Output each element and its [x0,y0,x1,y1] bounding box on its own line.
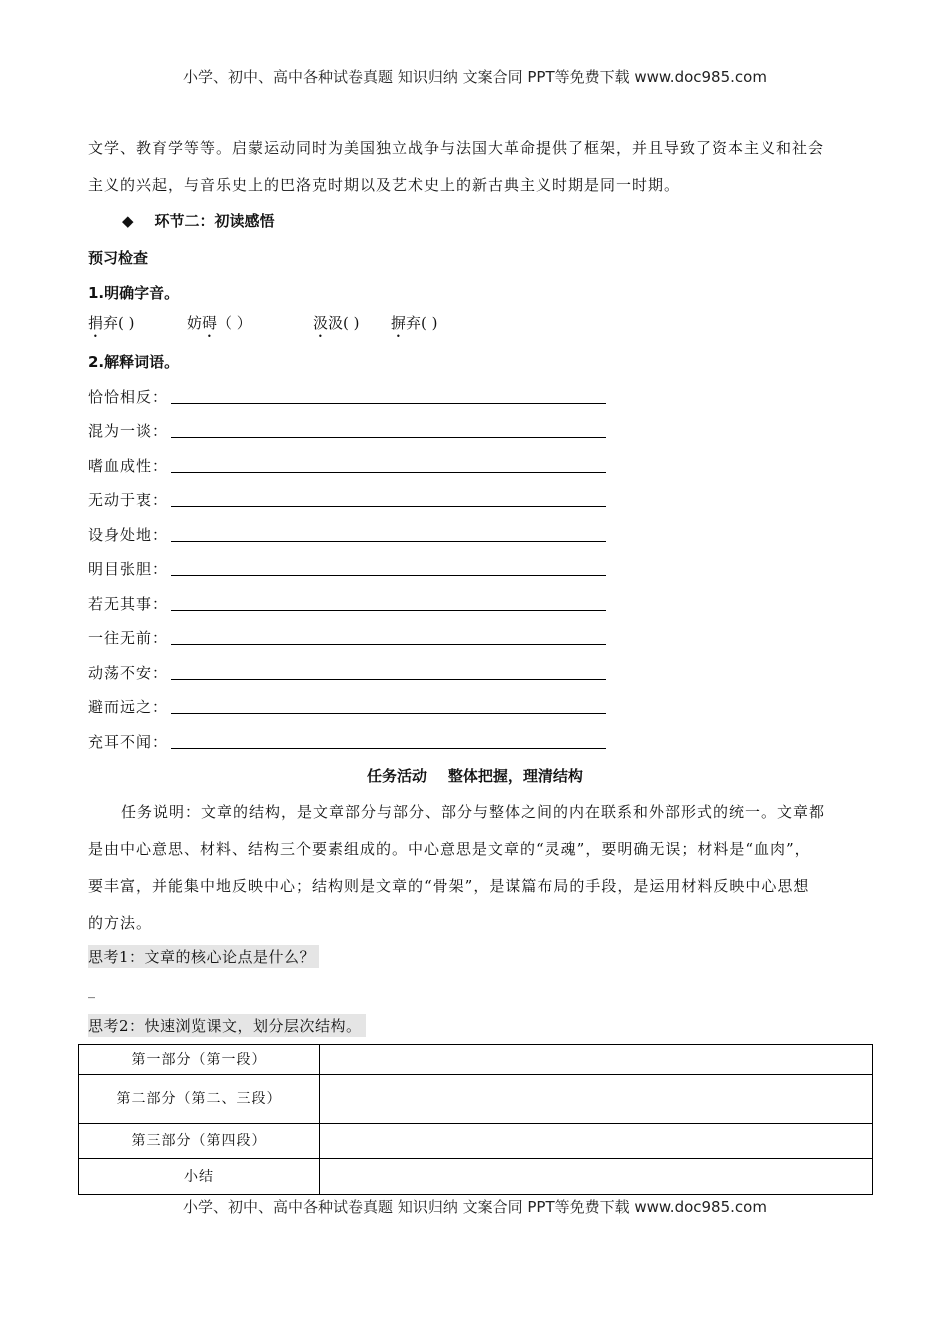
term-label: 恰恰相反： [88,388,169,406]
answer-line[interactable] [171,644,606,645]
table-cell-label: 第三部分（第四段） [79,1124,320,1159]
term-row [88,593,608,617]
pinyin-char: 摒 [391,314,407,332]
answer-line[interactable] [171,679,606,680]
task-line-1: 任务说明：文章的结构，是文章部分与部分、部分与整体之间的内在联系和外部形式的统一。文章都 [121,803,826,821]
answer-line[interactable] [171,506,606,507]
term-row [88,455,608,479]
term-label: 动荡不安： [88,664,169,682]
pronunciation-item: 摒弃( ) [391,314,438,332]
task-line-3: 要丰富，并能集中地反映中心；结构则是文章的“骨架”，是谋篇布局的手段，是运用材料反映中心思想 [88,877,810,895]
answer-line[interactable] [171,610,606,611]
table-cell-answer[interactable] [320,1159,873,1195]
answer-line[interactable] [171,541,606,542]
task-line-2: 是由中心意思、材料、结构三个要素组成的。中心意思是文章的“灵魂”，要明确无误；材料是“血肉”， [88,840,811,858]
term-label: 混为一谈： [88,422,169,440]
table-cell-label: 第一部分（第一段） [79,1045,320,1075]
intro-paragraph [88,130,873,204]
table-cell-answer[interactable] [320,1075,873,1124]
term-row [88,524,608,548]
structure-table [78,1044,873,1195]
answer-line[interactable] [171,437,606,438]
term-row [88,696,608,720]
table-row [79,1075,873,1124]
table-row [79,1124,873,1159]
term-row [88,558,608,582]
term-row [88,489,608,513]
table-cell-label: 小结 [79,1159,320,1195]
pronunciation-item: 妨碍（ ） [187,314,252,332]
answer-line[interactable] [171,713,606,714]
term-label: 避而远之： [88,698,169,716]
task-description [88,794,873,942]
term-label: 设身处地： [88,526,169,544]
term-label: 充耳不闻： [88,733,169,751]
term-row [88,386,608,410]
term-row [88,627,608,651]
answer-line[interactable] [171,472,606,473]
pinyin-blank: ( ) [343,314,360,332]
intro-line-2: 主义的兴起，与音乐史上的巴洛克时期以及艺术史上的新古典主义时期是同一时期。 [88,176,681,194]
task-title: 任务活动 整体把握，理清结构 [367,767,583,785]
page-footer: 小学、初中、高中各种试卷真题 知识归纳 文案合同 PPT等免费下载 www.doc985.com [183,1198,767,1216]
q2-title: 2.解释词语。 [88,353,180,371]
q1-title: 1.明确字音。 [88,284,180,302]
table-row [79,1159,873,1195]
section-title: 环节二：初读感悟 [154,212,275,230]
think-2-question: 思考2：快速浏览课文，划分层次结构。 [88,1014,366,1037]
table-cell-answer[interactable] [320,1045,873,1075]
term-label: 明目张胆： [88,560,169,578]
section-heading [122,210,274,231]
term-row [88,420,608,444]
term-label: 无动于衷： [88,491,169,509]
term-label: 一往无前： [88,629,169,647]
pinyin-char: 碍 [202,314,218,332]
table-cell-label: 第二部分（第二、三段） [79,1075,320,1124]
pinyin-char: 捐 [88,314,104,332]
task-line-4: 的方法。 [88,914,153,932]
table-cell-answer[interactable] [320,1124,873,1159]
answer-line[interactable] [171,575,606,576]
think-1-question: 思考1：文章的核心论点是什么？ [88,945,319,968]
term-label: 嗜血成性： [88,457,169,475]
answer-line[interactable] [171,748,606,749]
table-row [79,1045,873,1075]
pinyin-blank: ( ) [118,314,135,332]
pinyin-blank: ( ) [421,314,438,332]
pronunciation-item: 汲汲( ) [313,314,360,332]
answer-line[interactable] [171,403,606,404]
term-label: 若无其事： [88,595,169,613]
think-1-answer-mark[interactable]: _ [88,983,95,999]
intro-line-1: 文学、教育学等等。启蒙运动同时为美国独立战争与法国大革命提供了框架，并且导致了资本主义和社会 [88,139,825,157]
page-header: 小学、初中、高中各种试卷真题 知识归纳 文案合同 PPT等免费下载 www.doc985.com [183,68,767,86]
term-row [88,731,608,755]
preview-title: 预习检查 [88,249,149,267]
pronunciation-item: 捐弃( ) [88,314,135,332]
diamond-bullet-icon: ◆ [122,212,134,230]
term-row [88,662,608,686]
pinyin-char: 汲 [313,314,329,332]
pinyin-blank: （ ） [217,314,252,332]
pronunciation-row [88,312,588,336]
